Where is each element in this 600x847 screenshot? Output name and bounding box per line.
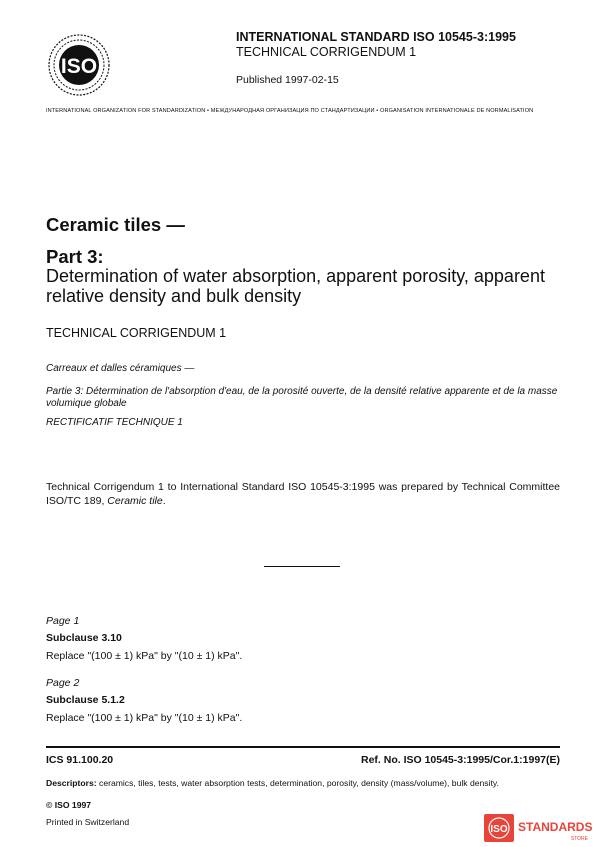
iso-logo-text: ISO [60,55,98,78]
store-logo-standards: STANDARDS [518,820,592,834]
intro-text: Technical Corrigendum 1 to International Standard ISO 10545-3:1995 was prepared by Technical Committee ISO/TC 189, [46,481,560,507]
descriptors [46,777,560,789]
french-rectificatif: RECTIFICATIF TECHNIQUE 1 [46,417,183,428]
footer-rule [46,746,560,748]
intro-paragraph [46,480,560,508]
organization-line: INTERNATIONAL ORGANIZATION FOR STANDARDIZATION • МЕЖДУНАРОДНАЯ ОРГАНИЗАЦИЯ ПО СТАНДАРТИЗАЦИИ • ORGANISATION INTERNATIONALE DE NORMALISATION [46,108,534,114]
correction-text: Replace "(100 ± 1) kPa" by "(10 ± 1) kPa". [46,712,243,724]
iso-standards-store-logo[interactable] [484,812,592,844]
title-corrigendum: TECHNICAL CORRIGENDUM 1 [46,326,227,340]
store-logo-store: STORE [570,836,588,842]
correction-text: Replace "(100 ± 1) kPa" by "(10 ± 1) kPa". [46,650,243,662]
copyright: © ISO 1997 [46,800,92,810]
committee-name: Ceramic tile [107,495,163,507]
descriptors-label: Descriptors: [46,778,97,788]
standard-number: INTERNATIONAL STANDARD ISO 10545-3:1995 [236,30,516,44]
french-part-title: Partie 3: Détermination de l'absorption d'eau, de la porosité ouverte, de la densité relative apparente et de la masse volumique globale [46,386,558,409]
correction-page-label: Page 2 [46,677,80,689]
part-subtitle: Determination of water absorption, apparent porosity, apparent relative density and bulk density [46,266,545,306]
intro-end: . [162,495,166,507]
iso-logo [46,33,112,97]
section-divider [264,566,340,567]
store-logo-iso: ISO [490,824,508,835]
descriptors-text: ceramics, tiles, tests, water absorption tests, determination, porosity, density (mass/volume), bulk density. [99,778,499,788]
correction-page-label: Page 1 [46,615,80,627]
part-title: Part 3: [46,246,104,267]
corrigendum-label: TECHNICAL CORRIGENDUM 1 [236,45,417,59]
french-title: Carreaux et dalles céramiques — [46,363,195,374]
ics-code: ICS 91.100.20 [46,754,114,766]
correction-subclause: Subclause 3.10 [46,632,122,644]
document-title: Ceramic tiles — [46,214,185,235]
correction-subclause: Subclause 5.1.2 [46,694,125,706]
reference-number: Ref. No. ISO 10545-3:1995/Cor.1:1997(E) [360,754,560,766]
printed-in: Printed in Switzerland [46,817,130,827]
published-date: Published 1997-02-15 [236,74,339,86]
